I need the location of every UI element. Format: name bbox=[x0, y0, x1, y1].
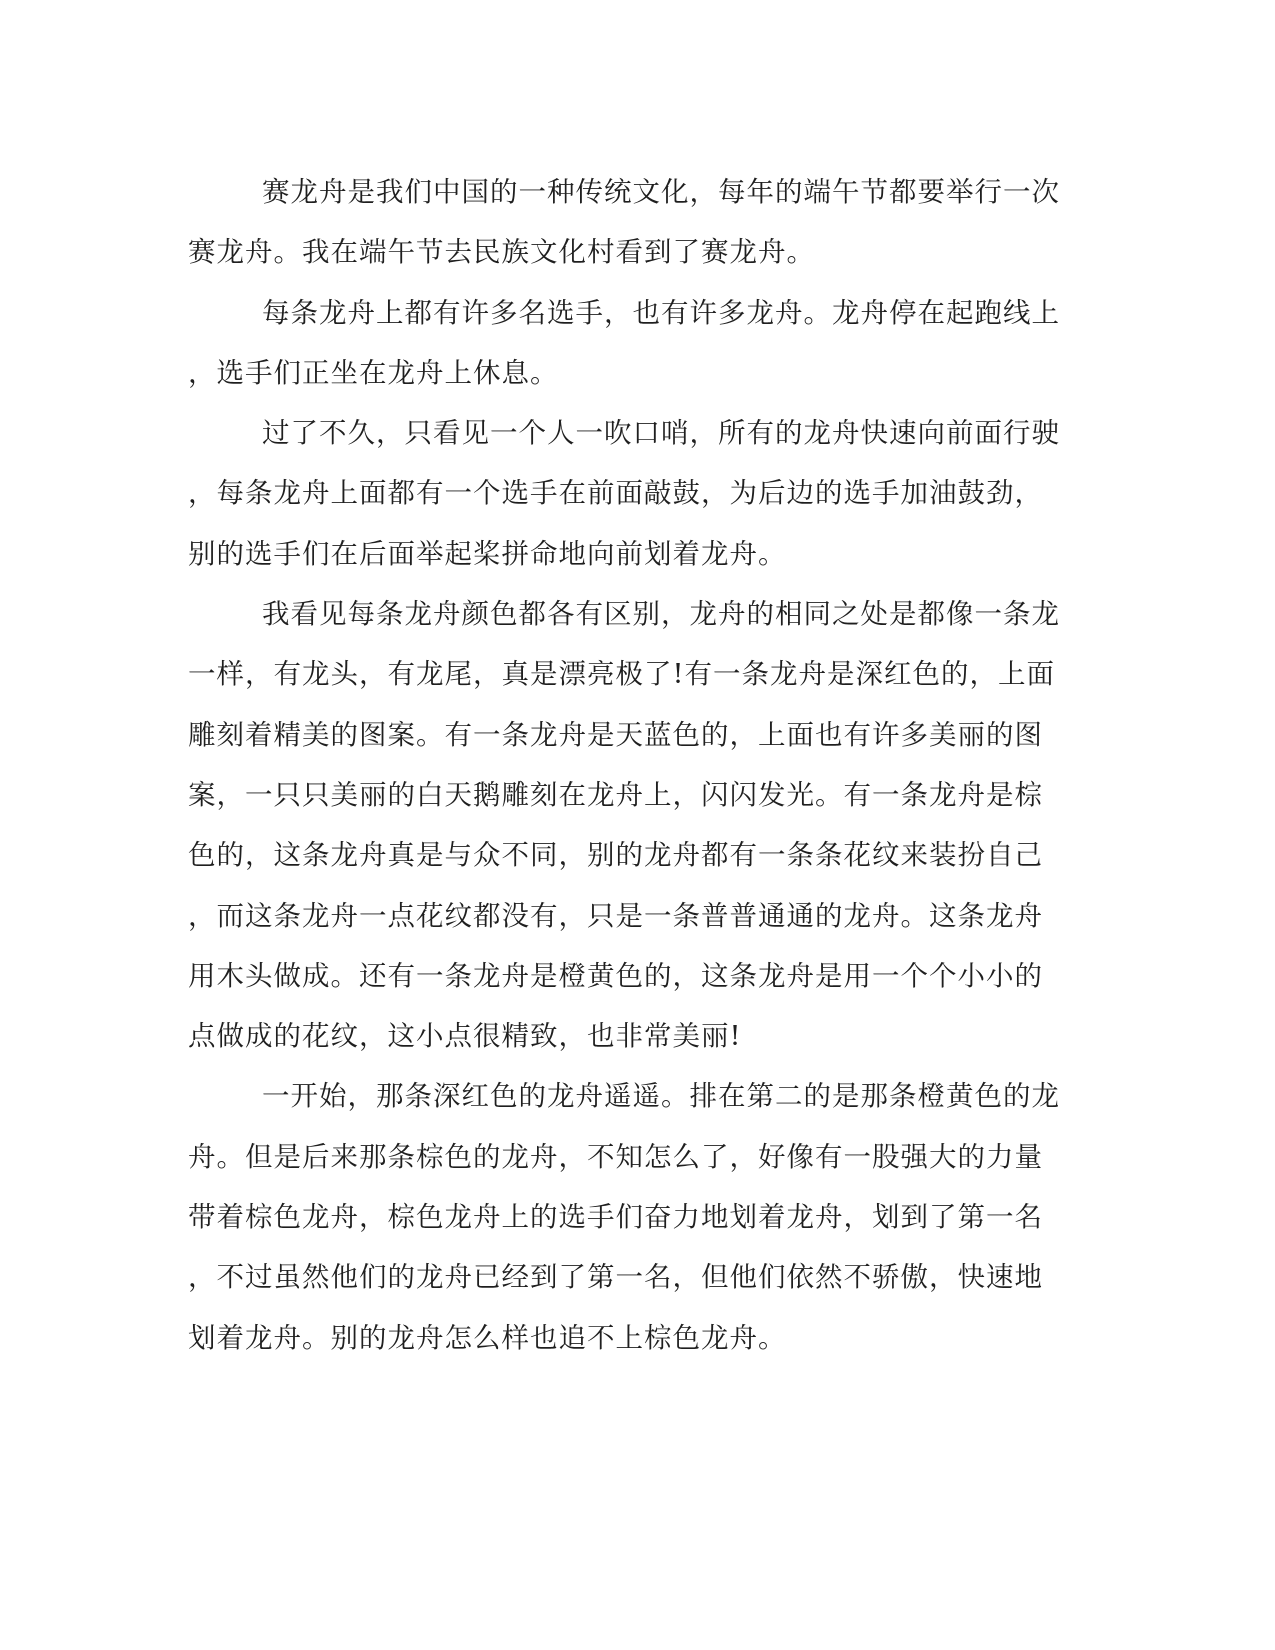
paragraph-4-line-6: ，而这条龙舟一点花纹都没有，只是一条普普通通的龙舟。这条龙舟 bbox=[188, 899, 1043, 932]
paragraph-3-line-2: ，每条龙舟上面都有一个选手在前面敲鼓，为后边的选手加油鼓劲， bbox=[188, 477, 1043, 510]
paragraph-4-line-2: 一样，有龙头，有龙尾，真是漂亮极了!有一条龙舟是深红色的，上面 bbox=[188, 658, 1056, 691]
paragraph-3-line-1: 过了不久，只看见一个人一吹口哨，所有的龙舟快速向前面行驶 bbox=[262, 417, 1060, 450]
paragraph-3-line-3: 别的选手们在后面举起桨拼命地向前划着龙舟。 bbox=[188, 537, 787, 570]
paragraph-5-line-3: 带着棕色龙舟，棕色龙舟上的选手们奋力地划着龙舟，划到了第一名 bbox=[188, 1201, 1043, 1234]
paragraph-5-line-1: 一开始，那条深红色的龙舟遥遥。排在第二的是那条橙黄色的龙 bbox=[262, 1080, 1060, 1113]
paragraph-2-line-2: ，选手们正坐在龙舟上休息。 bbox=[188, 356, 559, 389]
paragraph-4-line-4: 案，一只只美丽的白天鹅雕刻在龙舟上，闪闪发光。有一条龙舟是棕 bbox=[188, 778, 1043, 811]
paragraph-4-line-8: 点做成的花纹，这小点很精致，也非常美丽! bbox=[188, 1020, 742, 1053]
paragraph-1-line-2: 赛龙舟。我在端午节去民族文化村看到了赛龙舟。 bbox=[188, 236, 815, 269]
paragraph-4-line-3: 雕刻着精美的图案。有一条龙舟是天蓝色的，上面也有许多美丽的图 bbox=[188, 718, 1043, 751]
essay-body bbox=[188, 162, 1068, 1368]
paragraph-5-line-5: 划着龙舟。别的龙舟怎么样也追不上棕色龙舟。 bbox=[188, 1321, 787, 1354]
paragraph-4-line-7: 用木头做成。还有一条龙舟是橙黄色的，这条龙舟是用一个个小小的 bbox=[188, 959, 1043, 992]
paragraph-1-line-1: 赛龙舟是我们中国的一种传统文化，每年的端午节都要举行一次 bbox=[262, 176, 1060, 208]
paragraph-5-line-4: ，不过虽然他们的龙舟已经到了第一名，但他们依然不骄傲，快速地 bbox=[188, 1261, 1043, 1294]
paragraph-2-line-1: 每条龙舟上都有许多名选手，也有许多龙舟。龙舟停在起跑线上 bbox=[262, 296, 1060, 329]
paragraph-4-line-1: 我看见每条龙舟颜色都各有区别，龙舟的相同之处是都像一条龙 bbox=[262, 598, 1060, 631]
paragraph-5-line-2: 舟。但是后来那条棕色的龙舟，不知怎么了，好像有一股强大的力量 bbox=[188, 1140, 1043, 1173]
paragraph-4-line-5: 色的，这条龙舟真是与众不同，别的龙舟都有一条条花纹来装扮自己 bbox=[188, 839, 1043, 872]
